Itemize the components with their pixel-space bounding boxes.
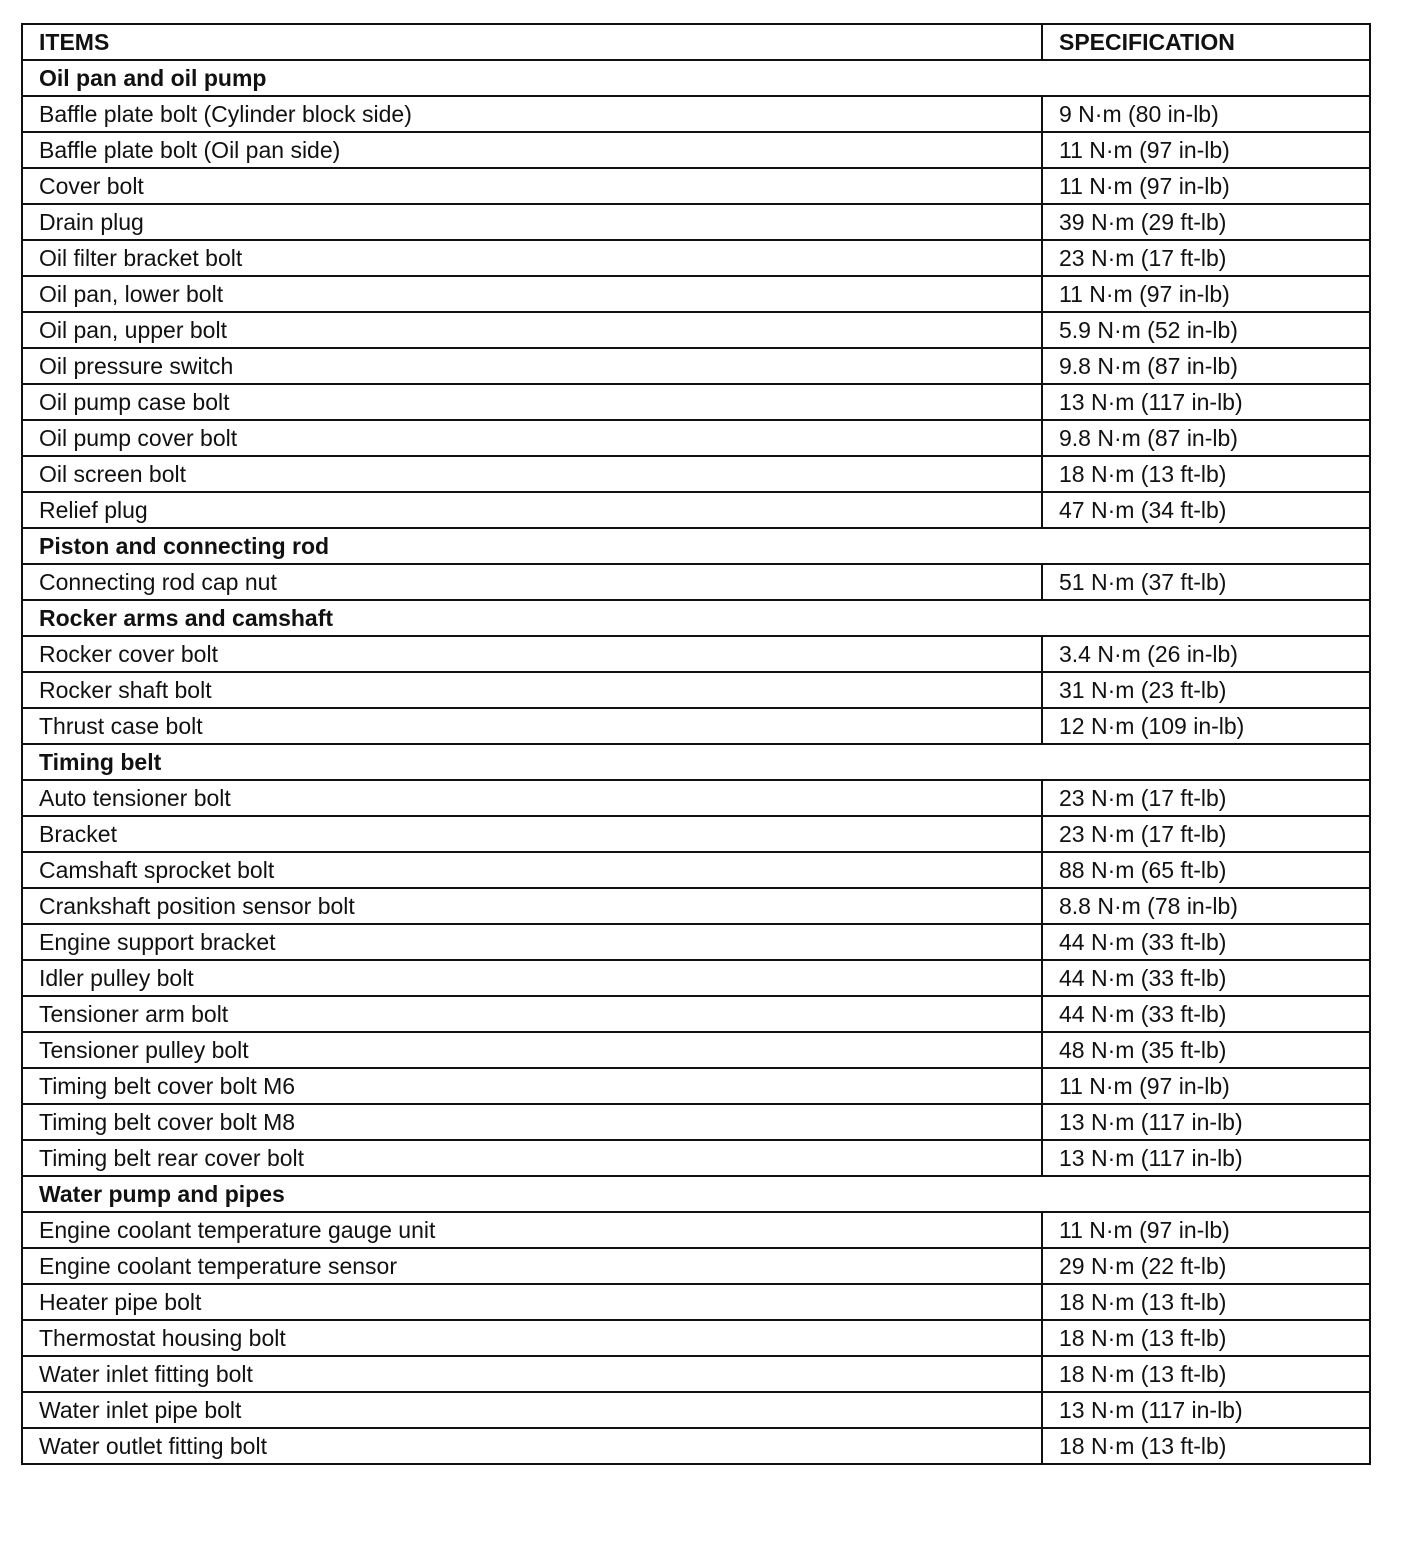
specification-cell: 11 N·m (97 in-lb)	[1042, 168, 1370, 204]
item-cell: Oil screen bolt	[22, 456, 1042, 492]
section-row	[22, 60, 1370, 96]
specification-cell: 13 N·m (117 in-lb)	[1042, 1140, 1370, 1176]
table-row	[22, 456, 1370, 492]
specification-cell: 44 N·m (33 ft-lb)	[1042, 924, 1370, 960]
item-cell: Oil pump case bolt	[22, 384, 1042, 420]
table-row	[22, 1032, 1370, 1068]
specification-cell: 39 N·m (29 ft-lb)	[1042, 204, 1370, 240]
specification-cell: 18 N·m (13 ft-lb)	[1042, 1356, 1370, 1392]
torque-spec-table	[21, 23, 1371, 1465]
section-row	[22, 1176, 1370, 1212]
items-column-header: ITEMS	[22, 24, 1042, 60]
specification-cell: 44 N·m (33 ft-lb)	[1042, 996, 1370, 1032]
item-cell: Idler pulley bolt	[22, 960, 1042, 996]
item-cell: Crankshaft position sensor bolt	[22, 888, 1042, 924]
item-cell: Engine coolant temperature sensor	[22, 1248, 1042, 1284]
table-row	[22, 1428, 1370, 1464]
specification-cell: 23 N·m (17 ft-lb)	[1042, 816, 1370, 852]
item-cell: Tensioner pulley bolt	[22, 1032, 1042, 1068]
table-row	[22, 132, 1370, 168]
specification-cell: 3.4 N·m (26 in-lb)	[1042, 636, 1370, 672]
item-cell: Drain plug	[22, 204, 1042, 240]
table-row	[22, 888, 1370, 924]
specification-cell: 11 N·m (97 in-lb)	[1042, 1212, 1370, 1248]
section-title: Oil pan and oil pump	[22, 60, 1370, 96]
table-row	[22, 816, 1370, 852]
specification-cell: 13 N·m (117 in-lb)	[1042, 384, 1370, 420]
item-cell: Thermostat housing bolt	[22, 1320, 1042, 1356]
specification-cell: 8.8 N·m (78 in-lb)	[1042, 888, 1370, 924]
item-cell: Timing belt rear cover bolt	[22, 1140, 1042, 1176]
table-row	[22, 204, 1370, 240]
table-row	[22, 852, 1370, 888]
item-cell: Baffle plate bolt (Oil pan side)	[22, 132, 1042, 168]
item-cell: Timing belt cover bolt M6	[22, 1068, 1042, 1104]
specification-cell: 11 N·m (97 in-lb)	[1042, 276, 1370, 312]
table-row	[22, 1104, 1370, 1140]
specification-cell: 18 N·m (13 ft-lb)	[1042, 1428, 1370, 1464]
item-cell: Engine support bracket	[22, 924, 1042, 960]
section-title: Piston and connecting rod	[22, 528, 1370, 564]
table-row	[22, 780, 1370, 816]
table-body	[22, 24, 1370, 1464]
item-cell: Bracket	[22, 816, 1042, 852]
table-row	[22, 384, 1370, 420]
table-row	[22, 1284, 1370, 1320]
specification-cell: 13 N·m (117 in-lb)	[1042, 1392, 1370, 1428]
item-cell: Connecting rod cap nut	[22, 564, 1042, 600]
item-cell: Oil pump cover bolt	[22, 420, 1042, 456]
table-row	[22, 420, 1370, 456]
item-cell: Baffle plate bolt (Cylinder block side)	[22, 96, 1042, 132]
torque-spec-sheet	[21, 23, 1369, 1465]
item-cell: Water outlet fitting bolt	[22, 1428, 1042, 1464]
table-row	[22, 1140, 1370, 1176]
specification-cell: 44 N·m (33 ft-lb)	[1042, 960, 1370, 996]
specification-cell: 23 N·m (17 ft-lb)	[1042, 780, 1370, 816]
specification-cell: 11 N·m (97 in-lb)	[1042, 132, 1370, 168]
item-cell: Relief plug	[22, 492, 1042, 528]
specification-cell: 23 N·m (17 ft-lb)	[1042, 240, 1370, 276]
specification-cell: 88 N·m (65 ft-lb)	[1042, 852, 1370, 888]
specification-cell: 12 N·m (109 in-lb)	[1042, 708, 1370, 744]
item-cell: Water inlet fitting bolt	[22, 1356, 1042, 1392]
section-row	[22, 600, 1370, 636]
table-row	[22, 1392, 1370, 1428]
table-row	[22, 492, 1370, 528]
specification-cell: 5.9 N·m (52 in-lb)	[1042, 312, 1370, 348]
table-row	[22, 276, 1370, 312]
item-cell: Heater pipe bolt	[22, 1284, 1042, 1320]
table-row	[22, 636, 1370, 672]
specification-cell: 51 N·m (37 ft-lb)	[1042, 564, 1370, 600]
specification-cell: 11 N·m (97 in-lb)	[1042, 1068, 1370, 1104]
specification-column-header: SPECIFICATION	[1042, 24, 1370, 60]
item-cell: Rocker shaft bolt	[22, 672, 1042, 708]
table-row	[22, 1212, 1370, 1248]
table-row	[22, 1320, 1370, 1356]
specification-cell: 13 N·m (117 in-lb)	[1042, 1104, 1370, 1140]
specification-cell: 18 N·m (13 ft-lb)	[1042, 1284, 1370, 1320]
specification-cell: 18 N·m (13 ft-lb)	[1042, 456, 1370, 492]
item-cell: Camshaft sprocket bolt	[22, 852, 1042, 888]
item-cell: Oil pressure switch	[22, 348, 1042, 384]
item-cell: Thrust case bolt	[22, 708, 1042, 744]
table-row	[22, 672, 1370, 708]
item-cell: Oil pan, lower bolt	[22, 276, 1042, 312]
specification-cell: 9 N·m (80 in-lb)	[1042, 96, 1370, 132]
item-cell: Tensioner arm bolt	[22, 996, 1042, 1032]
specification-cell: 9.8 N·m (87 in-lb)	[1042, 420, 1370, 456]
specification-cell: 47 N·m (34 ft-lb)	[1042, 492, 1370, 528]
table-row	[22, 1068, 1370, 1104]
specification-cell: 29 N·m (22 ft-lb)	[1042, 1248, 1370, 1284]
table-row	[22, 564, 1370, 600]
table-row	[22, 96, 1370, 132]
item-cell: Oil pan, upper bolt	[22, 312, 1042, 348]
table-row	[22, 960, 1370, 996]
specification-cell: 31 N·m (23 ft-lb)	[1042, 672, 1370, 708]
item-cell: Auto tensioner bolt	[22, 780, 1042, 816]
table-row	[22, 168, 1370, 204]
item-cell: Engine coolant temperature gauge unit	[22, 1212, 1042, 1248]
section-title: Rocker arms and camshaft	[22, 600, 1370, 636]
section-title: Timing belt	[22, 744, 1370, 780]
table-row	[22, 312, 1370, 348]
table-row	[22, 708, 1370, 744]
item-cell: Timing belt cover bolt M8	[22, 1104, 1042, 1140]
table-row	[22, 1356, 1370, 1392]
section-title: Water pump and pipes	[22, 1176, 1370, 1212]
section-row	[22, 528, 1370, 564]
table-row	[22, 924, 1370, 960]
item-cell: Oil filter bracket bolt	[22, 240, 1042, 276]
table-row	[22, 1248, 1370, 1284]
specification-cell: 48 N·m (35 ft-lb)	[1042, 1032, 1370, 1068]
table-row	[22, 240, 1370, 276]
section-row	[22, 744, 1370, 780]
table-row	[22, 996, 1370, 1032]
specification-cell: 9.8 N·m (87 in-lb)	[1042, 348, 1370, 384]
item-cell: Water inlet pipe bolt	[22, 1392, 1042, 1428]
item-cell: Rocker cover bolt	[22, 636, 1042, 672]
item-cell: Cover bolt	[22, 168, 1042, 204]
specification-cell: 18 N·m (13 ft-lb)	[1042, 1320, 1370, 1356]
table-header-row	[22, 24, 1370, 60]
table-row	[22, 348, 1370, 384]
